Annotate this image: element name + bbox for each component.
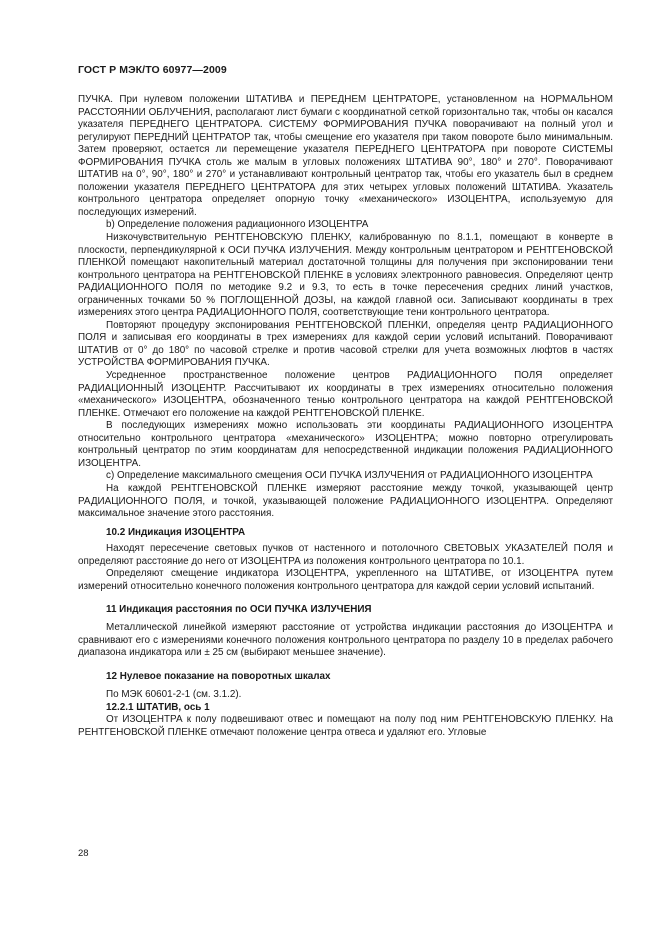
- section-heading-12: 12 Нулевое показание на поворотных шкалах: [106, 670, 331, 682]
- paragraph: Находят пересечение световых пучков от настенного и потолочного СВЕТОВЫХ УКАЗАТЕЛЕЙ ПОЛЯ и определяют расстояние до него от ИЗОЦЕНТРА из положения контрольного центратора по 10.1.: [78, 543, 613, 567]
- paragraph: Определяют смещение индикатора ИЗОЦЕНТРА, укрепленного на ШТАТИВЕ, от ИЗОЦЕНТРА путем измерений относительно конечного положения контрольного центратора для каждой серии условий испытаний.: [78, 568, 613, 592]
- paragraph: В последующих измерениях можно использовать эти координаты РАДИАЦИОННОГО ИЗОЦЕНТРА относительно контрольного центратора «механического» ИЗОЦЕНТРА; можно повторно отрегулировать контрольный центратор по этим координатам для непосредственной индикации положения РАДИАЦИОННОГО ИЗОЦЕНТРА.: [78, 420, 613, 469]
- paragraph: Низкочувствительную РЕНТГЕНОВСКУЮ ПЛЕНКУ, калиброванную по 8.1.1, помещают в конверте в плоскости, перпендикулярной к ОСИ ПУЧКА ИЗЛУЧЕНИЯ. Между контрольным центратором и РЕНТГЕНОВСКОЙ ПЛЕНКОЙ помещают накопительный материал достаточной толщины для получения при экспонировании тени контрольного центратора на РЕНТГЕНОВСКОЙ ПЛЕНКЕ в условиях электронного равновесия. Определяют центр РАДИАЦИОННОГО ПОЛЯ по методике 9.2 и 9.3, то есть в точке пересечения средних линий участков, ограниченных точками 50 % ПОГЛОЩЕННОЙ ДОЗЫ, на каждой главной оси. Записывают координаты в трех измерениях этого центра РАДИАЦИОННОГО ПОЛЯ, соответствующие тени контрольного центратора.: [78, 232, 613, 319]
- list-item-b: b) Определение положения радиационного ИЗОЦЕНТРА: [106, 219, 369, 231]
- page-number: 28: [78, 848, 89, 859]
- section-heading-10-2: 10.2 Индикация ИЗОЦЕНТРА: [106, 527, 246, 539]
- section-heading-11: 11 Индикация расстояния по ОСИ ПУЧКА ИЗЛУЧЕНИЯ: [106, 603, 372, 615]
- paragraph: От ИЗОЦЕНТРА к полу подвешивают отвес и помещают на полу под ним РЕНТГЕНОВСКУЮ ПЛЕНКУ. На РЕНТГЕНОВСКОЙ ПЛЕНКЕ отмечают положение центра отвеса и удаляют его. Угловые: [78, 714, 613, 738]
- page-header-standard-title: ГОСТ Р МЭК/ТО 60977—2009: [78, 64, 227, 76]
- paragraph-continuation: ПУЧКА. При нулевом положении ШТАТИВА и ПЕРЕДНЕМ ЦЕНТРАТОРЕ, установленном на НОРМАЛЬНОМ РАССТОЯНИИ ОБЛУЧЕНИЯ, располагают лист бумаги с координатной сеткой горизонтально так, чтобы он касался указателя ПЕРЕДНЕГО ЦЕНТРАТОРА. СИСТЕМУ ФОРМИРОВАНИЯ ПУЧКА поворачивают на полный угол и регулируют ПЕРЕДНИЙ ЦЕНТРАТОР так, чтобы смещение его указателя при таком повороте было минимальным. Затем проверяют, остается ли перемещение указателя ПЕРЕДНЕГО ЦЕНТРАТОРА при повороте СИСТЕМЫ ФОРМИРОВАНИЯ ПУЧКА столь же малым в угловых положениях ШТАТИВА 90°, 180° и 270°. Поворачивают ШТАТИВ на 0°, 90°, 180° и 270° и устанавливают контрольный центратор так, чтобы его указатель был в среднем положении указателя ПЕРЕДНЕГО ЦЕНТРАТОРА для этих четырех угловых положений ШТАТИВА. Указатель контрольного центратора определяет опорную точку «механического» ИЗОЦЕНТРА, используемую для последующих измерений.: [78, 94, 613, 218]
- paragraph: Усредненное пространственное положение центров РАДИАЦИОННОГО ПОЛЯ определяет РАДИАЦИОННЫЙ ИЗОЦЕНТР. Рассчитывают их координаты в трех измерениях относительно положения «механического» ИЗОЦЕНТРА, обозначенного тенью контрольного центратора на каждой РЕНТГЕНОВСКОЙ ПЛЕНКЕ. Отмечают его положение на каждой РЕНТГЕНОВСКОЙ ПЛЕНКЕ.: [78, 370, 613, 419]
- paragraph: По МЭК 60601-2-1 (см. 3.1.2).: [106, 689, 242, 701]
- section-heading-12-2-1: 12.2.1 ШТАТИВ, ось 1: [106, 701, 210, 713]
- page-body: [78, 94, 613, 739]
- paragraph: Металлической линейкой измеряют расстояние от устройства индикации расстояния до ИЗОЦЕНТРА и сравнивают его с измерениями конечного положения контрольного центратора по разделу 10 в пределах рабочего диапазона индикатора или ± 25 см (выбирают меньшее значение).: [78, 622, 613, 659]
- paragraph: На каждой РЕНТГЕНОВСКОЙ ПЛЕНКЕ измеряют расстояние между точкой, указывающей центр РАДИАЦИОННОГО ПОЛЯ, и точкой, указывающей положение РАДИАЦИОННОГО ИЗОЦЕНТРА. Определяют максимальное значение этого расстояния.: [78, 482, 613, 520]
- paragraph: Повторяют процедуру экспонирования РЕНТГЕНОВСКОЙ ПЛЕНКИ, определяя центр РАДИАЦИОННОГО ПОЛЯ и записывая его координаты в трех измерениях для каждой серии условий испытаний. Поворачивают ШТАТИВ от 0° до 180° по часовой стрелке и против часовой стрелки для учета возможных люфтов в частях УСТРОЙСТВА ФОРМИРОВАНИЯ ПУЧКА.: [78, 319, 613, 369]
- list-item-c: c) Определение максимального смещения ОСИ ПУЧКА ИЗЛУЧЕНИЯ от РАДИАЦИОННОГО ИЗОЦЕНТРА: [106, 470, 593, 482]
